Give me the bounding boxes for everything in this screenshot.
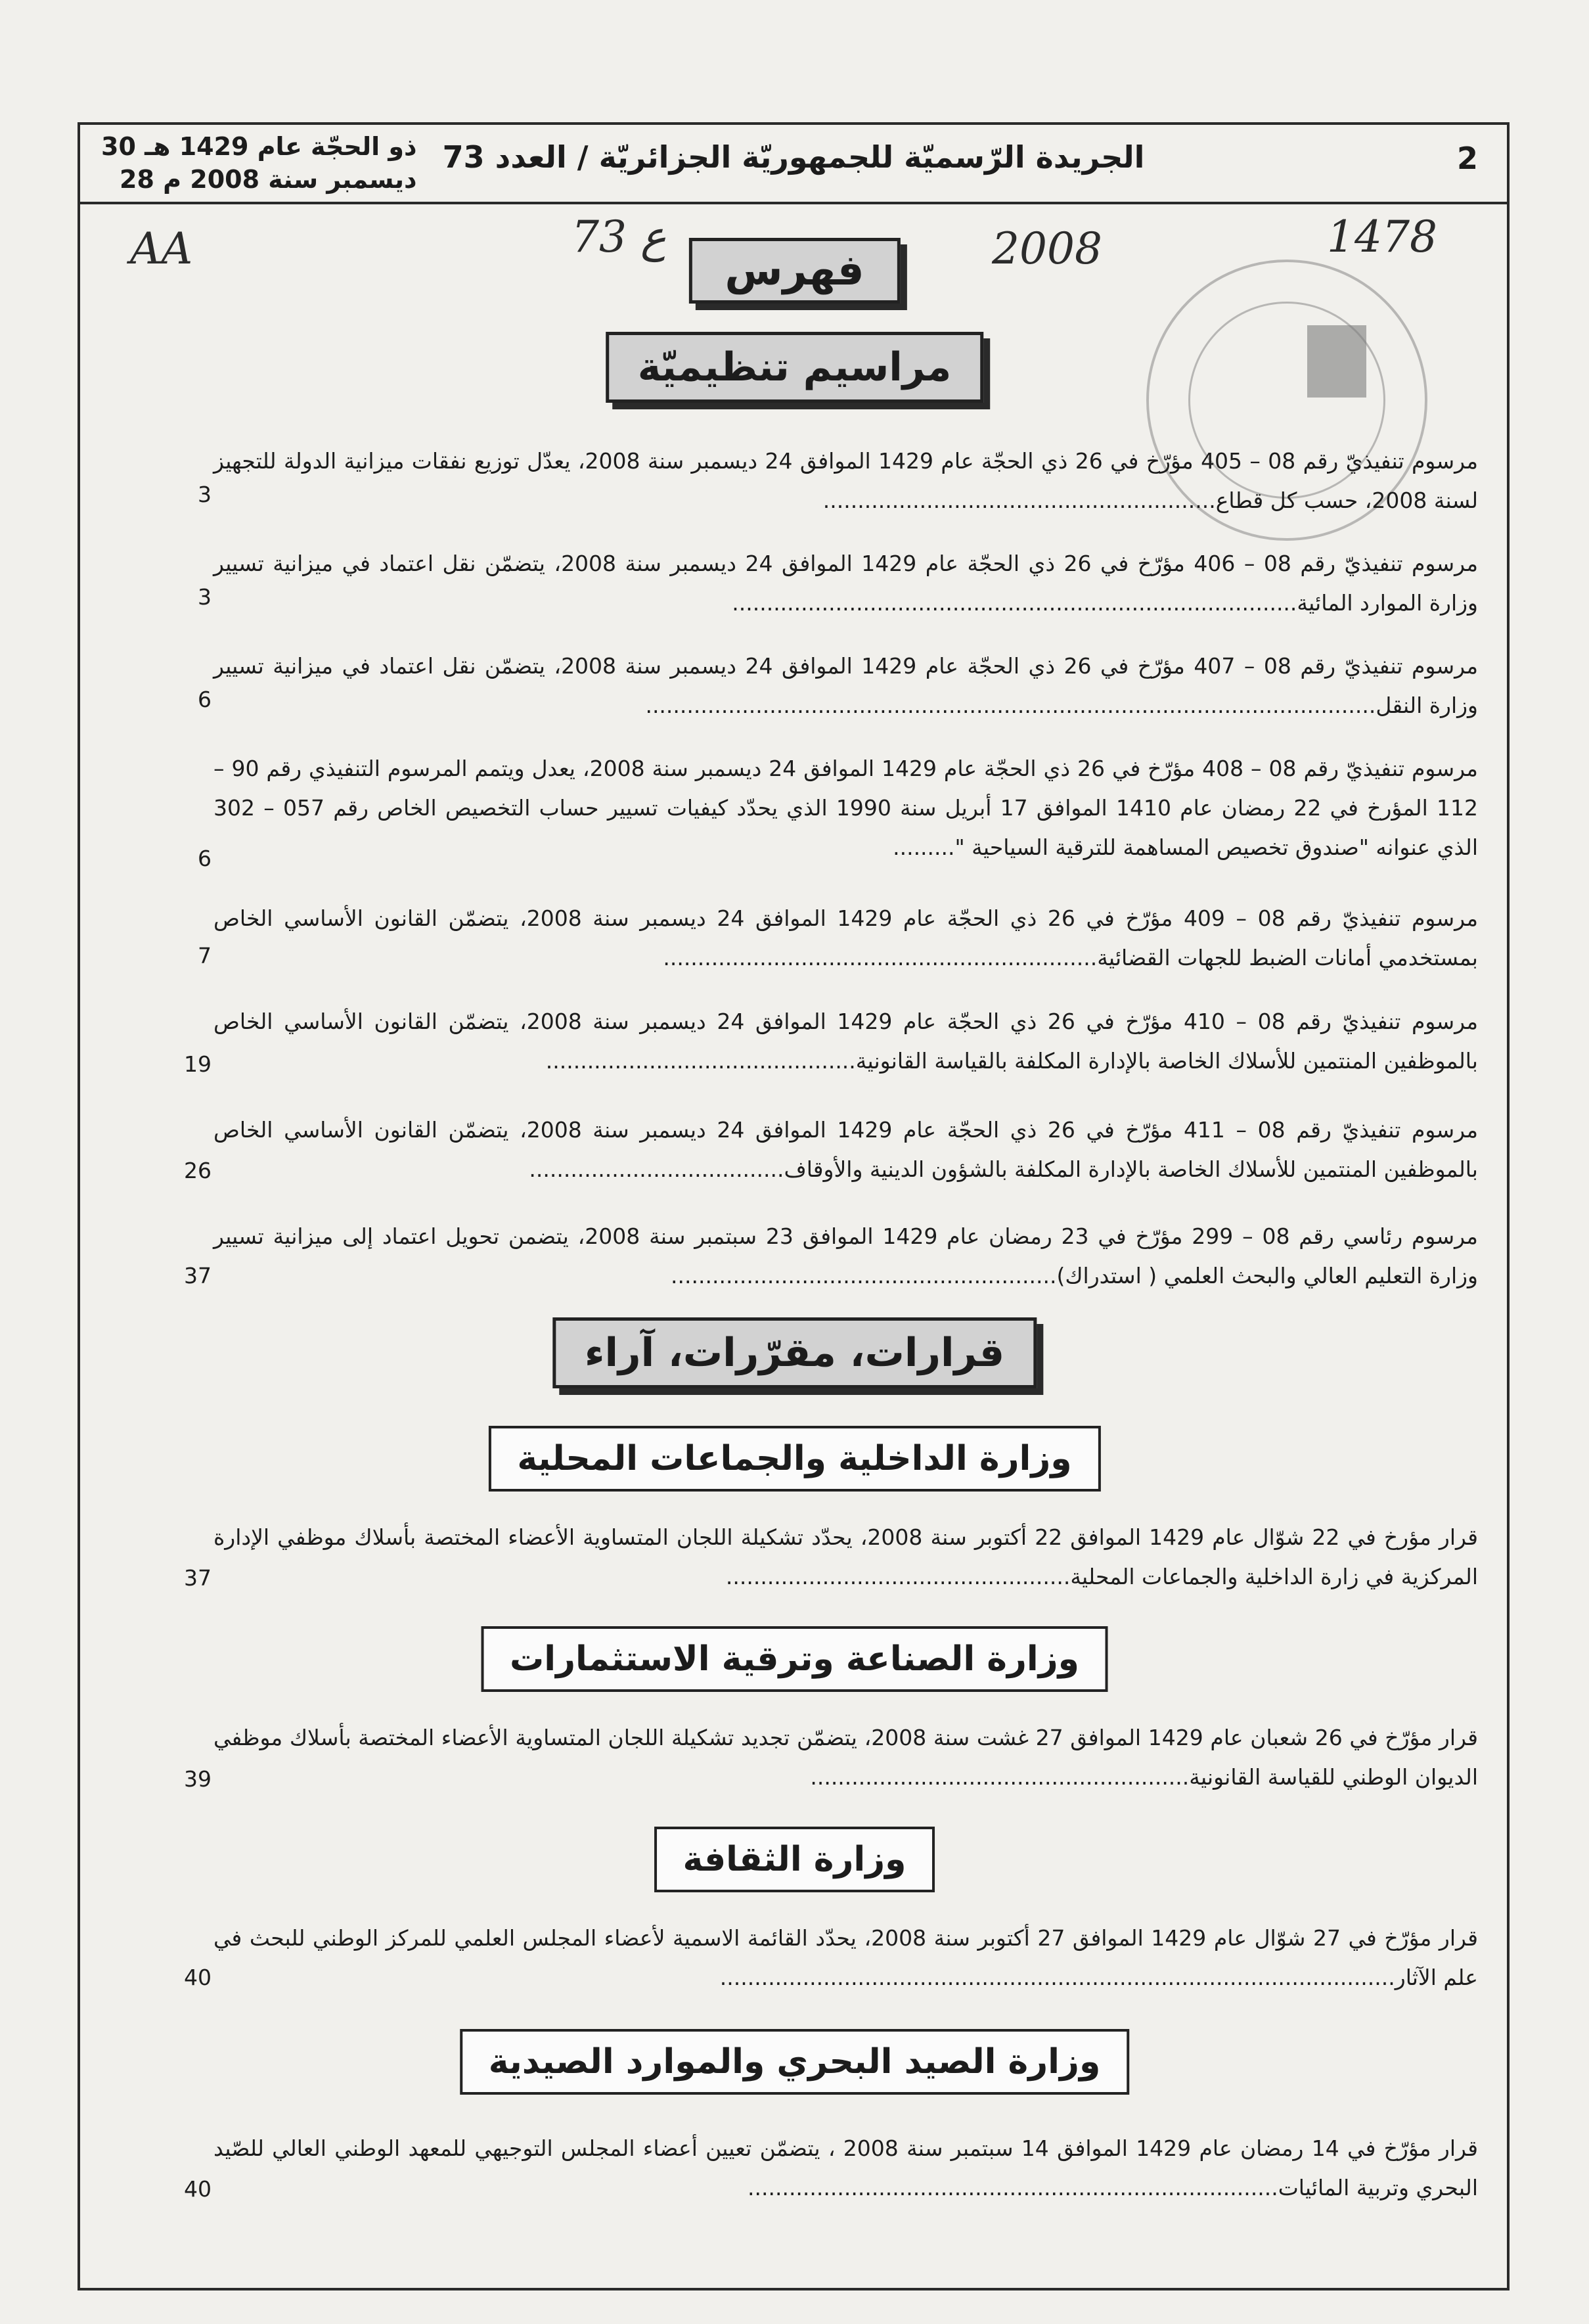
decree-entry: مرسوم تنفيذيّ رقم 08 – 407 مؤرّخ في 26 ذي الحجّة عام 1429 الموافق 24 ديسمبر سنة 2008، يتضمّن نقل اعتماد في ميزانية تسيير وزارة النقل.......................................................................................................... (213, 653, 1479, 718)
decree-entry: مرسوم تنفيذيّ رقم 08 – 406 مؤرّخ في 26 ذي الحجّة عام 1429 الموافق 24 ديسمبر سنة 2008، يتضمّن نقل اعتماد في ميزانية تسيير وزارة الموارد المائية.................................................................................. (213, 551, 1479, 616)
decision-page: 39 (184, 1766, 212, 1792)
decision-page: 37 (184, 1565, 212, 1591)
section-title-decrees: مراسيم تنظيميّة (606, 332, 984, 403)
section-title-decisions: قرارات، مقرّرات، آراء (552, 1317, 1037, 1388)
ministry-title-interior: وزارة الداخلية والجماعات المحلية (488, 1426, 1100, 1492)
issue-date (101, 130, 416, 196)
ministry-title-culture: وزارة الثقافة (654, 1827, 935, 1892)
page-header (78, 122, 1510, 204)
decree-page: 3 (198, 584, 212, 610)
decree-entry: مرسوم تنفيذيّ رقم 08 – 410 مؤرّخ في 26 ذي الحجّة عام 1429 الموافق 24 ديسمبر سنة 2008، يتضمّن القانون الأساسي الخاص بالموظفين المنتمين للأسلاك الخاصة بالإدارة المكلفة بالقياسة القانونية............................................. (213, 1009, 1479, 1074)
journal-title: الجريدة الرّسميّة للجمهوريّة الجزائريّة / العدد 73 (442, 139, 1145, 175)
decree-page: 19 (184, 1051, 212, 1077)
handwritten-issue: 73 ع (571, 212, 667, 262)
decision-entry: قرار مؤرّخ في 26 شعبان عام 1429 الموافق 27 غشت سنة 2008، يتضمّن تجديد تشكيلة اللجان المتساوية الأعضاء المختصة بأسلاك موظفي الديوان الوطني للقياسة القانونية....................................................... (213, 1725, 1478, 1790)
decree-entry: مرسوم رئاسي رقم 08 – 299 مؤرّخ في 23 رمضان عام 1429 الموافق 23 سبتمبر سنة 2008، يتضمن تحويل اعتماد إلى ميزانية تسيير وزارة التعليم العالي والبحث العلمي ( استدراك)........................................................ (213, 1223, 1478, 1288)
decree-page: 7 (198, 943, 212, 968)
decree-entry: مرسوم تنفيذيّ رقم 08 – 409 مؤرّخ في 26 ذي الحجّة عام 1429 الموافق 24 ديسمبر سنة 2008، يتضمّن القانون الأساسي الخاص بمستخدمي أمانات الضبط للجهات القضائية............................................................... (213, 905, 1479, 970)
decree-page: 6 (198, 846, 212, 871)
page-number: 2 (1456, 141, 1478, 176)
decision-entry: قرار مؤرّخ في 27 شوّال عام 1429 الموافق 27 أكتوبر سنة 2008، يحدّد القائمة الاسمية لأعضاء المجلس العلمي للمركز الوطني للبحث في علم الآثار.................................................................................................. (213, 1925, 1478, 1990)
date-gregorian: 28 ديسمبر سنة 2008 م (120, 165, 417, 194)
decree-page: 3 (198, 482, 212, 507)
date-hijri: 30 ذو الحجّة عام 1429 هـ (101, 132, 417, 161)
decree-entry: مرسوم تنفيذيّ رقم 08 – 411 مؤرّخ في 26 ذي الحجّة عام 1429 الموافق 24 ديسمبر سنة 2008، يتضمّن القانون الأساسي الخاص بالموظفين المنتمين للأسلاك الخاصة بالإدارة المكلفة بالشؤون الدينية والأوقاف..................................... (213, 1117, 1479, 1182)
decree-page: 37 (184, 1263, 212, 1288)
decision-entry: قرار مؤرّخ في 14 رمضان عام 1429 الموافق 14 سبتمبر سنة 2008 ، يتضمّن تعيين أعضاء المجلس التوجيهي للمعهد الوطني العالي للصّيد البحري وتربية المائيات............................................................................. (213, 2135, 1478, 2200)
handwritten-initials: AA (130, 223, 193, 274)
decision-entry: قرار مؤرخ في 22 شوّال عام 1429 الموافق 22 أكتوبر سنة 2008، يحدّد تشكيلة اللجان المتساوية الأعضاء المختصة بأسلاك موظفي الإدارة المركزية في زارة الداخلية والجماعات المحلية.................................................. (213, 1524, 1478, 1589)
ministry-title-fisheries: وزارة الصيد البحري والموارد الصيدية (460, 2029, 1130, 2095)
index-title: فهرس (688, 238, 900, 304)
decision-page: 40 (184, 1965, 212, 1990)
handwritten-code: 1478 (1327, 212, 1437, 262)
decree-entry: مرسوم تنفيذيّ رقم 08 – 408 مؤرّخ في 26 ذي الحجّة عام 1429 الموافق 24 ديسمبر سنة 2008، يعدل ويتمم المرسوم التنفيذي رقم 90 – 112 المؤرخ في 22 رمضان عام 1410 الموافق 17 أبريل سنة 1990 الذي يحدّد كيفيات تسيير حساب التخصيص الخاص رقم 057 – 302 الذي عنوانه "صندوق تخصيص المساهمة للترقية السياحية "......... (213, 756, 1478, 860)
decision-page: 40 (184, 2176, 212, 2202)
decree-entry: مرسوم تنفيذيّ رقم 08 – 405 مؤرّخ في 26 ذي الحجّة عام 1429 الموافق 24 ديسمبر سنة 2008، يعدّل توزيع نفقات ميزانية الدولة للتجهيز لسنة 2008، حسب كل قطاع......................................................... (213, 448, 1479, 513)
ministry-title-industry: وزارة الصناعة وترقية الاستثمارات (481, 1626, 1108, 1692)
stamp-emblem (1307, 325, 1366, 398)
decree-page: 26 (184, 1158, 212, 1183)
decree-page: 6 (198, 687, 212, 712)
handwritten-year: 2008 (992, 223, 1102, 274)
